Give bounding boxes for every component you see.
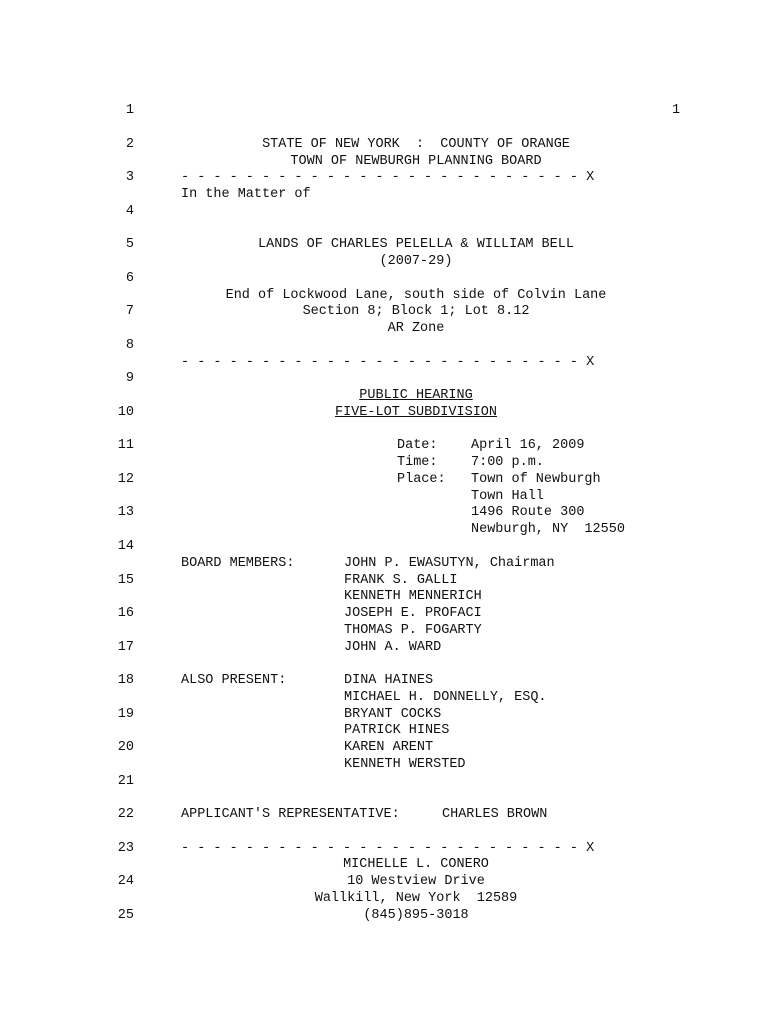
date-label: Date: (397, 438, 438, 453)
line-number: 2 (125, 137, 134, 152)
line-number: 23 (117, 841, 134, 856)
place-line: Newburgh, NY 12550 (471, 522, 625, 537)
line-number: 6 (125, 271, 134, 286)
applicant-number: (2007-29) (379, 254, 453, 269)
hearing-date: April 16, 2009 (471, 438, 585, 453)
applicant-location: End of Lockwood Lane, south side of Colvin Lane (225, 288, 607, 303)
caption-separator: - - - - - - - - - - - - - - - - - - - - - - - - - X (181, 841, 595, 856)
line-number: 15 (117, 573, 134, 588)
board-member: FRANK S. GALLI (344, 573, 458, 588)
applicant-title: LANDS OF CHARLES PELELLA & WILLIAM BELL (258, 237, 574, 252)
line-number: 16 (117, 606, 134, 621)
place-label: Place: (397, 472, 446, 487)
reporter-name: MICHELLE L. CONERO (343, 857, 489, 872)
applicant-zone: AR Zone (387, 321, 445, 336)
line-number: 25 (117, 908, 134, 923)
line-number: 18 (117, 673, 134, 688)
state-county-heading: STATE OF NEW YORK : COUNTY OF ORANGE (262, 137, 570, 152)
line-number: 8 (125, 338, 134, 353)
reporter-street: 10 Westview Drive (347, 874, 485, 889)
present-person: KENNETH WERSTED (344, 757, 466, 772)
applicant-section: Section 8; Block 1; Lot 8.12 (302, 304, 530, 319)
representative-label: APPLICANT'S REPRESENTATIVE: (181, 807, 400, 822)
line-number: 12 (117, 472, 134, 487)
present-person: MICHAEL H. DONNELLY, ESQ. (344, 690, 547, 705)
line-number: 14 (117, 539, 134, 554)
representative-name: CHARLES BROWN (442, 807, 548, 822)
board-members-label: BOARD MEMBERS: (181, 556, 295, 571)
present-person: DINA HAINES (344, 673, 434, 688)
board-member: JOHN A. WARD (344, 640, 442, 655)
reporter-phone: (845)895-3018 (363, 908, 469, 923)
board-member: JOHN P. EWASUTYN, Chairman (344, 556, 555, 571)
caption-separator: - - - - - - - - - - - - - - - - - - - - - - - - - X (181, 170, 595, 185)
line-number: 10 (117, 405, 134, 420)
line-number: 4 (125, 204, 134, 219)
line-number: 22 (117, 807, 134, 822)
line-number: 9 (125, 371, 134, 386)
line-number: 19 (117, 707, 134, 722)
place-line: Town Hall (471, 489, 544, 504)
hearing-type: PUBLIC HEARING (359, 388, 473, 403)
reporter-city: Wallkill, New York 12589 (314, 891, 518, 906)
time-label: Time: (397, 455, 438, 470)
board-member: JOSEPH E. PROFACI (344, 606, 482, 621)
hearing-time: 7:00 p.m. (471, 455, 544, 470)
line-number: 3 (125, 170, 134, 185)
line-number: 7 (125, 304, 134, 319)
board-heading: TOWN OF NEWBURGH PLANNING BOARD (290, 154, 542, 169)
present-person: KAREN ARENT (344, 740, 434, 755)
line-number: 21 (117, 774, 134, 789)
place-line: 1496 Route 300 (471, 505, 585, 520)
board-member: THOMAS P. FOGARTY (344, 623, 482, 638)
line-number: 11 (117, 438, 134, 453)
caption-separator: - - - - - - - - - - - - - - - - - - - - - - - - - X (181, 355, 595, 370)
line-number: 13 (117, 505, 134, 520)
hearing-subject: FIVE-LOT SUBDIVISION (334, 405, 498, 420)
line-number: 17 (117, 640, 134, 655)
present-person: BRYANT COCKS (344, 707, 442, 722)
present-person: PATRICK HINES (344, 723, 450, 738)
line-number: 1 (125, 103, 134, 118)
line-number: 5 (125, 237, 134, 252)
also-present-label: ALSO PRESENT: (181, 673, 287, 688)
line-number: 20 (117, 740, 134, 755)
place-line: Town of Newburgh (471, 472, 601, 487)
board-member: KENNETH MENNERICH (344, 589, 482, 604)
line-number: 24 (117, 874, 134, 889)
page-number: 1 (672, 103, 681, 118)
matter-label: In the Matter of (181, 187, 311, 202)
